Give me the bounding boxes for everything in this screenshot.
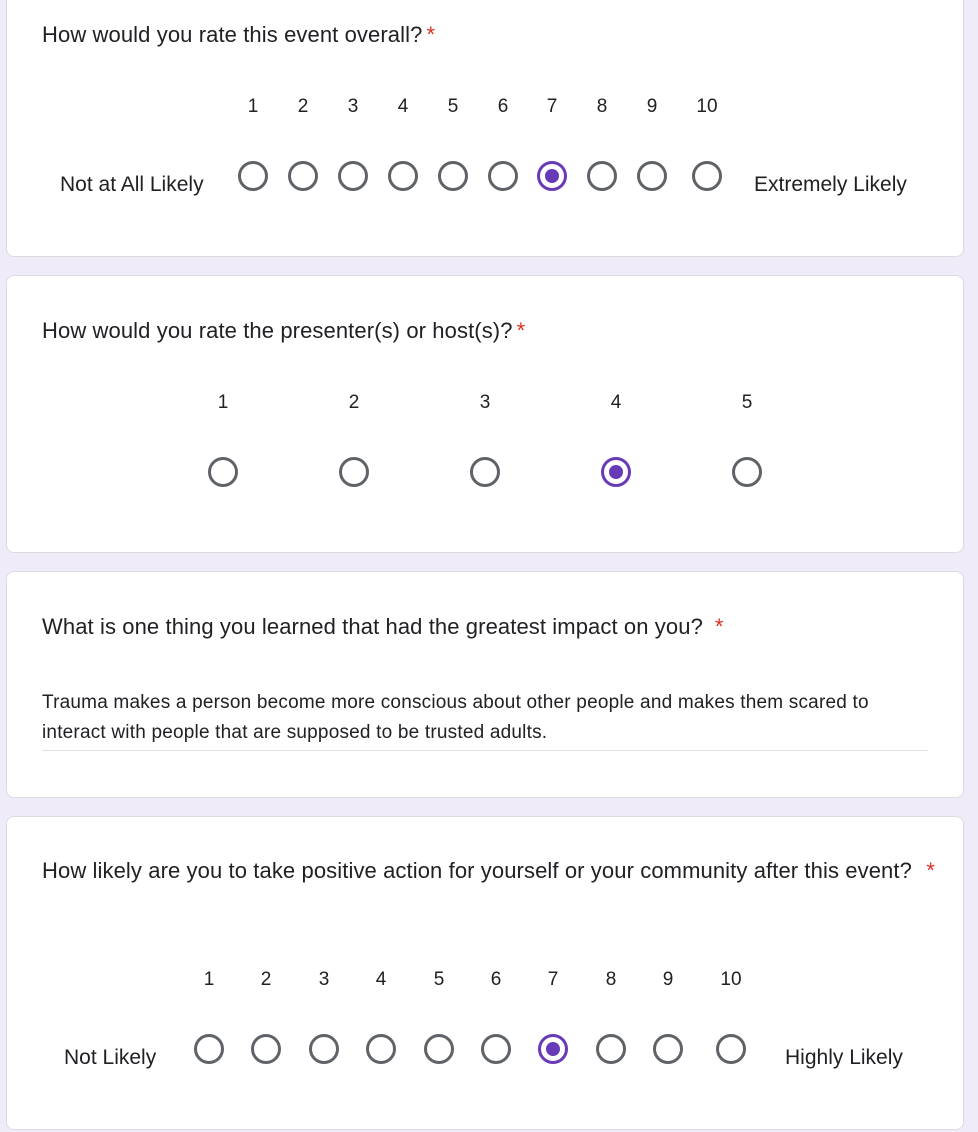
question-card-positive-action bbox=[6, 816, 964, 1130]
radio-option-2[interactable] bbox=[339, 457, 369, 487]
scale-high-label: Extremely Likely bbox=[754, 173, 907, 196]
radio-option-5[interactable] bbox=[732, 457, 762, 487]
scale-number-2: 2 bbox=[297, 96, 309, 117]
scale-number-9: 9 bbox=[662, 969, 674, 990]
radio-option-1[interactable] bbox=[238, 161, 268, 191]
scale-number-5: 5 bbox=[433, 969, 445, 990]
radio-option-1[interactable] bbox=[194, 1034, 224, 1064]
scale-number-1: 1 bbox=[217, 392, 229, 413]
radio-option-7[interactable] bbox=[538, 1034, 568, 1064]
answer-textarea[interactable]: Trauma makes a person become more conscious about other people and makes them scared to interact with people that are supposed to be trusted adults. bbox=[42, 688, 928, 751]
radio-option-5[interactable] bbox=[424, 1034, 454, 1064]
scale-number-1: 1 bbox=[203, 969, 215, 990]
required-asterisk: * bbox=[426, 22, 436, 47]
radio-option-3[interactable] bbox=[309, 1034, 339, 1064]
radio-option-2[interactable] bbox=[288, 161, 318, 191]
radio-option-3[interactable] bbox=[470, 457, 500, 487]
scale-number-3: 3 bbox=[318, 969, 330, 990]
scale-number-6: 6 bbox=[497, 96, 509, 117]
scale-number-3: 3 bbox=[347, 96, 359, 117]
radio-option-10[interactable] bbox=[716, 1034, 746, 1064]
scale-number-5: 5 bbox=[741, 392, 753, 413]
radio-option-6[interactable] bbox=[481, 1034, 511, 1064]
scale-number-7: 7 bbox=[547, 969, 559, 990]
scale-number-6: 6 bbox=[490, 969, 502, 990]
scale-number-9: 9 bbox=[646, 96, 658, 117]
question-title-text: How would you rate the presenter(s) or host(s)? bbox=[42, 318, 513, 343]
radio-option-6[interactable] bbox=[488, 161, 518, 191]
scale-number-4: 4 bbox=[375, 969, 387, 990]
required-asterisk: * bbox=[714, 614, 724, 639]
radio-option-4[interactable] bbox=[601, 457, 631, 487]
question-card-overall bbox=[6, 0, 964, 257]
question-title bbox=[42, 17, 923, 53]
radio-option-8[interactable] bbox=[587, 161, 617, 191]
scale-number-4: 4 bbox=[397, 96, 409, 117]
scale-low-label: Not Likely bbox=[64, 1046, 157, 1069]
question-title-text: What is one thing you learned that had the greatest impact on you? bbox=[42, 614, 703, 639]
scale-low-label: Not at All Likely bbox=[60, 173, 204, 196]
scale-number-7: 7 bbox=[546, 96, 558, 117]
scale-number-3: 3 bbox=[479, 392, 491, 413]
question-title bbox=[42, 609, 923, 645]
radio-option-3[interactable] bbox=[338, 161, 368, 191]
scale-number-10: 10 bbox=[696, 96, 718, 117]
scale-number-4: 4 bbox=[610, 392, 622, 413]
radio-option-9[interactable] bbox=[653, 1034, 683, 1064]
question-title bbox=[42, 853, 935, 889]
scale-number-8: 8 bbox=[605, 969, 617, 990]
scale-number-1: 1 bbox=[247, 96, 259, 117]
required-asterisk: * bbox=[516, 318, 526, 343]
radio-option-8[interactable] bbox=[596, 1034, 626, 1064]
scale-number-5: 5 bbox=[447, 96, 459, 117]
radio-option-1[interactable] bbox=[208, 457, 238, 487]
scale-number-10: 10 bbox=[720, 969, 742, 990]
scale-number-2: 2 bbox=[260, 969, 272, 990]
question-title bbox=[42, 313, 923, 349]
radio-option-2[interactable] bbox=[251, 1034, 281, 1064]
question-card-presenter bbox=[6, 275, 964, 553]
radio-option-4[interactable] bbox=[366, 1034, 396, 1064]
question-title-text: How would you rate this event overall? bbox=[42, 22, 423, 47]
radio-option-5[interactable] bbox=[438, 161, 468, 191]
radio-option-9[interactable] bbox=[637, 161, 667, 191]
scale-high-label: Highly Likely bbox=[785, 1046, 903, 1069]
scale-number-8: 8 bbox=[596, 96, 608, 117]
radio-option-10[interactable] bbox=[692, 161, 722, 191]
scale-number-2: 2 bbox=[348, 392, 360, 413]
radio-option-7[interactable] bbox=[537, 161, 567, 191]
question-card-learned bbox=[6, 571, 964, 798]
required-asterisk: * bbox=[926, 858, 935, 883]
question-title-text: How likely are you to take positive action for yourself or your community after this event? bbox=[42, 858, 912, 883]
radio-option-4[interactable] bbox=[388, 161, 418, 191]
